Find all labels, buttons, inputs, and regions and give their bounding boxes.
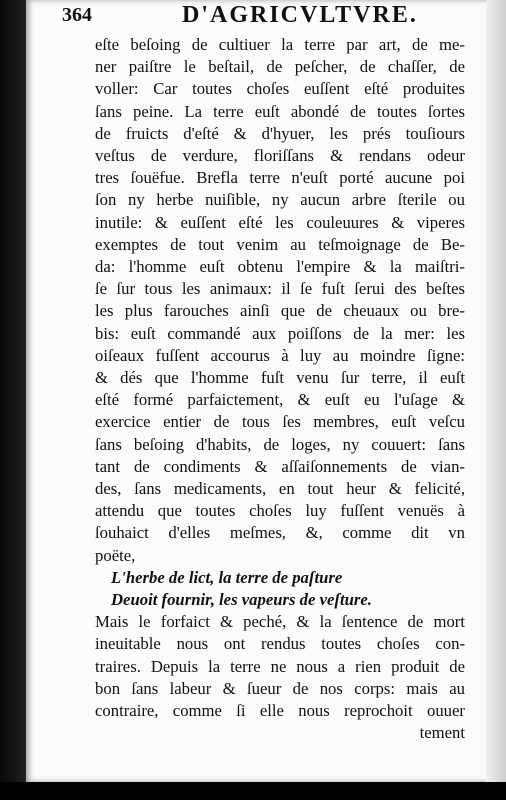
- text-line: da: l'homme euſt obtenu l'empire & la maiſtri-: [95, 257, 465, 277]
- verse-line: Deuoit fournir, les vapeurs de veſture.: [111, 590, 372, 610]
- running-title: D'AGRICVLTVRE.: [182, 2, 418, 28]
- page-number: 364: [62, 4, 92, 26]
- text-line: ineuitable nous ont rendus toutes choſes con-: [95, 634, 465, 654]
- verse-line: L'herbe de lict, la terre de paſture: [111, 567, 343, 587]
- text-line: traires. Depuis la terre ne nous a rien produit de: [95, 656, 465, 676]
- text-line: ſouhaict d'elles meſmes, &, comme dit vn: [95, 523, 465, 543]
- text-line: bon ſans labeur & ſueur de nos corps: mais au: [95, 678, 465, 698]
- text-line: ner paiſtre le beſtail, de peſcher, de chaſſer, de: [95, 57, 465, 77]
- text-line: & dés que l'homme fuſt venu ſur terre, il euſt: [95, 368, 465, 388]
- text-line: attendu que toutes choſes luy fuſſent venuës à: [95, 501, 465, 521]
- page-edge-shadow: [486, 0, 506, 782]
- text-line: exercice entier de tous ſes membres, euſt veſcu: [95, 412, 465, 432]
- text-line: oiſeaux fuſſent accourus à luy au moindre ſigne:: [95, 345, 465, 365]
- text-line: inutile: & euſſent eſté les couleuures & viperes: [95, 212, 465, 232]
- text-line: ſans peine. La terre euſt abondé de toutes ſortes: [95, 101, 465, 121]
- text-line: ſon ny herbe nuiſible, ny aucun arbre ſterile ou: [95, 190, 465, 210]
- body-text: [95, 34, 465, 745]
- page-header: [62, 4, 462, 36]
- catchword: tement: [419, 723, 465, 743]
- text-line: contraire, comme ſi elle nous reprochoit ouuer: [95, 701, 465, 721]
- scan-bottom-border: [0, 782, 506, 800]
- text-line: eſté formé parfaictement, & euſt eu l'uſage &: [95, 390, 465, 410]
- text-line: exemptes de tout venim au teſmoignage de Be-: [95, 234, 465, 254]
- text-line: veſtus de verdure, floriſſans & rendans odeur: [95, 146, 465, 166]
- text-line: ſans beſoing d'habits, de loges, ny couuert: ſans: [95, 434, 465, 454]
- text-line: de fruicts d'eſté & d'hyuer, les prés touſiours: [95, 123, 465, 143]
- text-line: ſe ſur tous les animaux: il ſe fuſt ſerui des beſtes: [95, 279, 465, 299]
- text-line: tant de condiments & aſſaiſonnements de vian-: [95, 456, 465, 476]
- text-line: voller: Car toutes choſes euſſent eſté produites: [95, 79, 465, 99]
- text-line: poëte,: [95, 545, 136, 565]
- text-line: eſte beſoing de cultiuer la terre par art, de me-: [95, 35, 465, 54]
- text-line: Mais le forfaict & peché, & la ſentence de mort: [95, 612, 465, 632]
- text-line: bis: euſt commandé aux poiſſons de la mer: les: [95, 323, 465, 343]
- text-line: tres ſouëfue. Brefla terre n'euſt porté aucune poi: [95, 168, 465, 188]
- text-line: les plus farouches ainſi que de cheuaux ou bre-: [95, 301, 465, 321]
- text-line: des, ſans medicaments, en tout heur & felicité,: [95, 479, 465, 499]
